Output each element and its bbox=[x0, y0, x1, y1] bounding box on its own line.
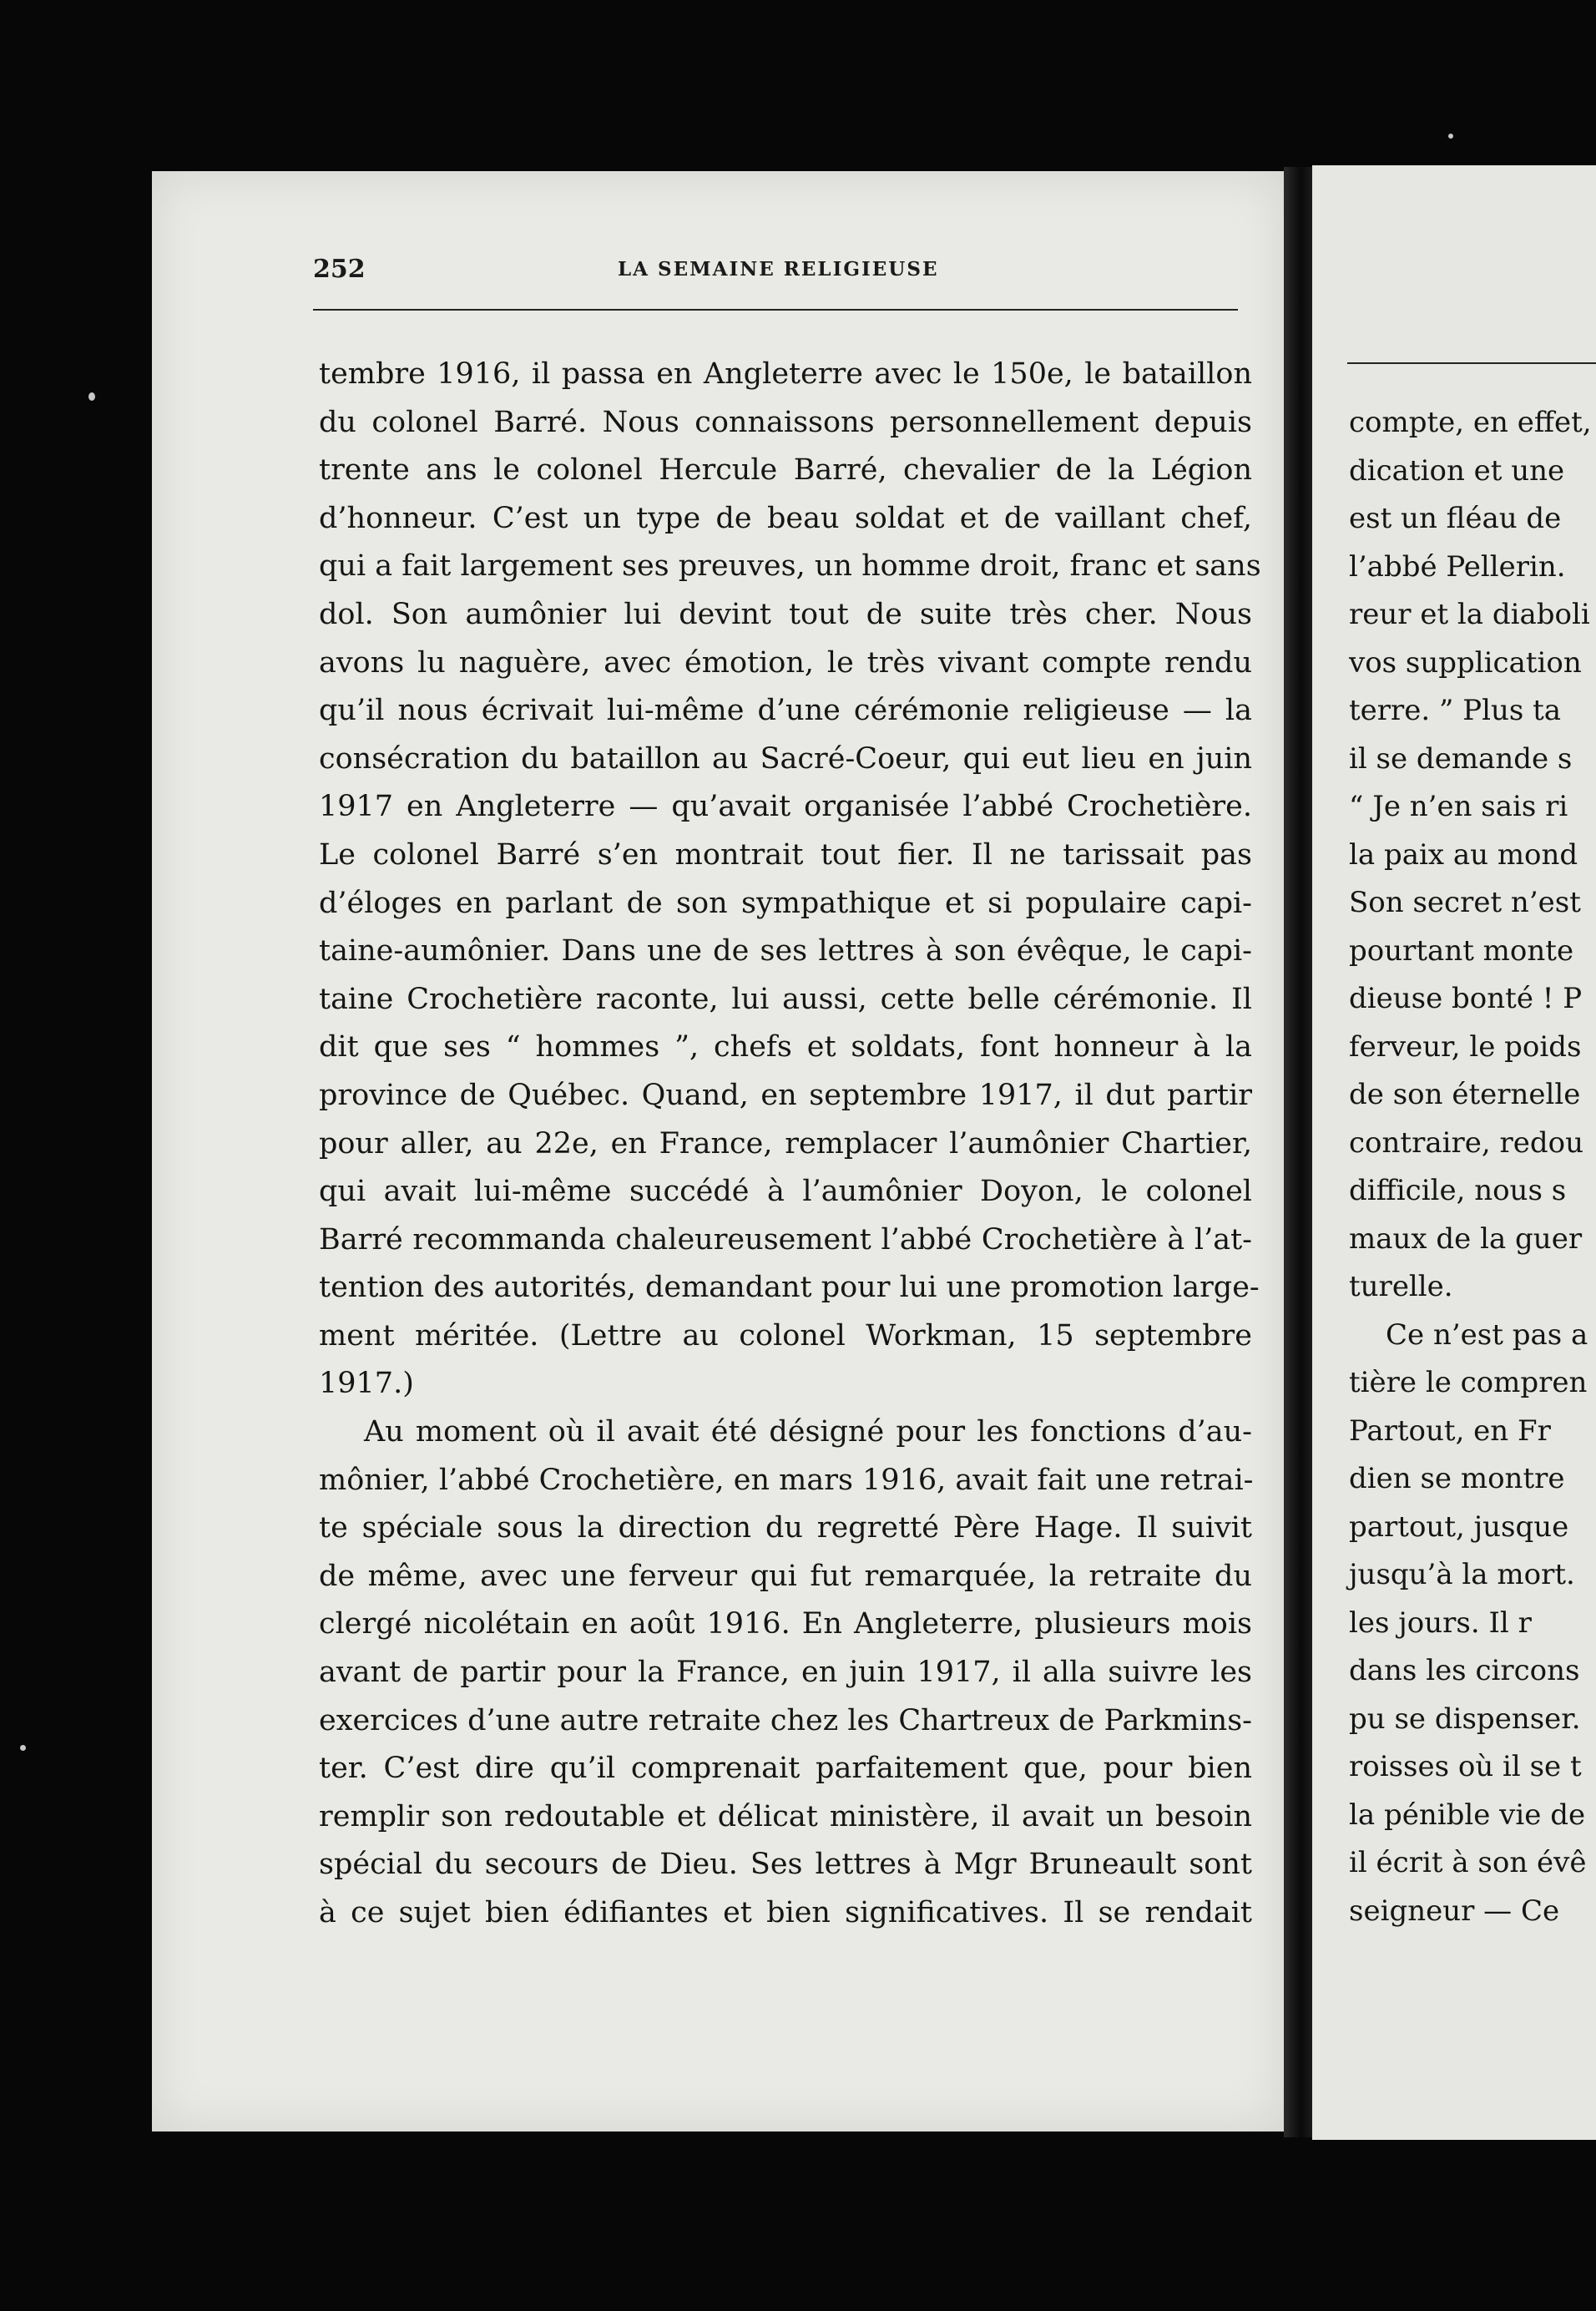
text-line: les jours. Il r bbox=[1349, 1606, 1532, 1640]
text-line: pu se dispenser. bbox=[1349, 1702, 1581, 1736]
text-line: il écrit à son évê bbox=[1349, 1846, 1587, 1879]
text-line: qui avait lui-même succédé à l’aumônier Doyon, le colonel bbox=[319, 1175, 1252, 1209]
text-line: avant de partir pour la France, en juin 1917, il alla suivre les bbox=[319, 1656, 1252, 1690]
text-line: d’honneur. C’est un type de beau soldat et de vaillant chef, bbox=[319, 501, 1252, 535]
running-head bbox=[163, 255, 1240, 288]
text-line: tention des autorités, demandant pour lui une promotion large- bbox=[319, 1271, 1260, 1305]
text-line: dication et une bbox=[1349, 453, 1565, 488]
text-line: qui a fait largement ses preuves, un homme droit, franc et sans bbox=[319, 549, 1261, 584]
text-line: reur et la diaboli bbox=[1349, 598, 1590, 631]
text-line: partout, jusque bbox=[1349, 1509, 1569, 1544]
text-line: taine Crochetière raconte, lui aussi, cette belle cérémonie. Il bbox=[319, 982, 1252, 1016]
right-page-text bbox=[1349, 399, 1596, 1935]
text-line: dans les circons bbox=[1349, 1654, 1580, 1687]
text-line: vos supplication bbox=[1349, 645, 1582, 680]
running-head-rule bbox=[313, 309, 1238, 311]
text-line: remplir son redoutable et délicat ministère, il avait un besoin bbox=[319, 1799, 1252, 1833]
text-line: dieuse bonté ! P bbox=[1349, 982, 1583, 1015]
book-spine bbox=[1284, 167, 1312, 2137]
text-line: ter. C’est dire qu’il comprenait parfaitement que, pour bien bbox=[319, 1752, 1252, 1786]
text-line: de même, avec une ferveur qui fut remarquée, la retraite du bbox=[319, 1559, 1252, 1593]
text-line: dit que ses “ hommes ”, chefs et soldats, font honneur à la bbox=[319, 1030, 1252, 1064]
text-line: spécial du secours de Dieu. Ses lettres à Mgr Bruneault sont bbox=[319, 1848, 1252, 1882]
text-line: ment méritée. (Lettre au colonel Workman, 15 septembre bbox=[319, 1318, 1252, 1353]
dust-speck bbox=[88, 392, 95, 401]
text-line: dien se montre bbox=[1349, 1462, 1565, 1495]
text-line: l’abbé Pellerin. bbox=[1349, 549, 1566, 584]
text-line: province de Québec. Quand, en septembre 1917, il dut partir bbox=[319, 1078, 1252, 1112]
text-line: maux de la guer bbox=[1349, 1221, 1583, 1256]
running-title: LA SEMAINE RELIGIEUSE bbox=[618, 258, 939, 281]
text-line: terre. ” Plus ta bbox=[1349, 694, 1562, 727]
text-line: de son éternelle bbox=[1349, 1078, 1581, 1111]
text-line: te spéciale sous la direction du regretté Père Hage. Il suivit bbox=[319, 1511, 1252, 1545]
text-line: Ce n’est pas a bbox=[1386, 1317, 1588, 1352]
text-line: pourtant monte bbox=[1349, 933, 1574, 968]
text-line: tembre 1916, il passa en Angleterre avec le 150e, le bataillon bbox=[319, 357, 1252, 391]
text-line: la pénible vie de bbox=[1349, 1798, 1586, 1832]
text-line: roisses où il se t bbox=[1349, 1750, 1582, 1783]
text-line: exercices d’une autre retraite chez les Chartreux de Parkmins- bbox=[319, 1703, 1252, 1737]
text-line: jusqu’à la mort. bbox=[1349, 1558, 1575, 1591]
text-line: “ Je n’en sais ri bbox=[1349, 790, 1568, 823]
text-line: avons lu naguère, avec émotion, le très vivant compte rendu bbox=[319, 645, 1252, 680]
text-line: taine-aumônier. Dans une de ses lettres à son évêque, le capi- bbox=[319, 934, 1252, 968]
text-line: consécration du bataillon au Sacré-Coeur, qui eut lieu en juin bbox=[319, 741, 1252, 776]
text-line: difficile, nous s bbox=[1349, 1174, 1567, 1207]
text-line: Au moment où il avait été désigné pour les fonctions d’au- bbox=[364, 1415, 1252, 1449]
text-line: contraire, redou bbox=[1349, 1125, 1583, 1160]
text-line: Partout, en Fr bbox=[1349, 1413, 1551, 1448]
text-line: ferveur, le poids bbox=[1349, 1029, 1582, 1064]
text-line: la paix au mond bbox=[1349, 837, 1578, 872]
text-line: trente ans le colonel Hercule Barré, chevalier de la Légion bbox=[319, 453, 1252, 488]
text-line: est un fléau de bbox=[1349, 502, 1562, 535]
text-line: 1917 en Angleterre — qu’avait organisée l’abbé Crochetière. bbox=[319, 790, 1252, 824]
text-line: mônier, l’abbé Crochetière, en mars 1916, avait fait une retrai- bbox=[319, 1463, 1254, 1497]
text-line: dol. Son aumônier lui devint tout de suite très cher. Nous bbox=[319, 597, 1252, 631]
text-line: 1917.) bbox=[319, 1367, 414, 1401]
text-line: du colonel Barré. Nous connaissons personnellement depuis bbox=[319, 405, 1252, 439]
page-number: 252 bbox=[313, 255, 366, 284]
text-line: clergé nicolétain en août 1916. En Angleterre, plusieurs mois bbox=[319, 1607, 1252, 1641]
running-head-rule bbox=[1347, 362, 1596, 364]
right-book-page bbox=[1312, 165, 1596, 2140]
text-line: compte, en effet, bbox=[1349, 406, 1592, 439]
text-line: qu’il nous écrivait lui-même d’une cérémonie religieuse — la bbox=[319, 694, 1252, 728]
text-line: turelle. bbox=[1349, 1270, 1453, 1303]
text-line: d’éloges en parlant de son sympathique et si populaire capi- bbox=[319, 886, 1252, 920]
dust-speck bbox=[1448, 134, 1453, 139]
text-line: seigneur — Ce bbox=[1349, 1894, 1560, 1928]
left-page-text bbox=[319, 351, 1261, 1938]
text-line: Barré recommanda chaleureusement l’abbé Crochetière à l’at- bbox=[319, 1222, 1252, 1257]
text-line: Le colonel Barré s’en montrait tout fier. Il ne tarissait pas bbox=[319, 837, 1252, 872]
text-line: il se demande s bbox=[1349, 741, 1573, 776]
text-line: pour aller, au 22e, en France, remplacer l’aumônier Chartier, bbox=[319, 1126, 1252, 1161]
text-line: tière le compren bbox=[1349, 1366, 1588, 1399]
text-line: Son secret n’est bbox=[1349, 886, 1581, 919]
text-line: à ce sujet bien édifiantes et bien significatives. Il se rendait bbox=[319, 1896, 1252, 1929]
dust-speck bbox=[20, 1745, 26, 1751]
